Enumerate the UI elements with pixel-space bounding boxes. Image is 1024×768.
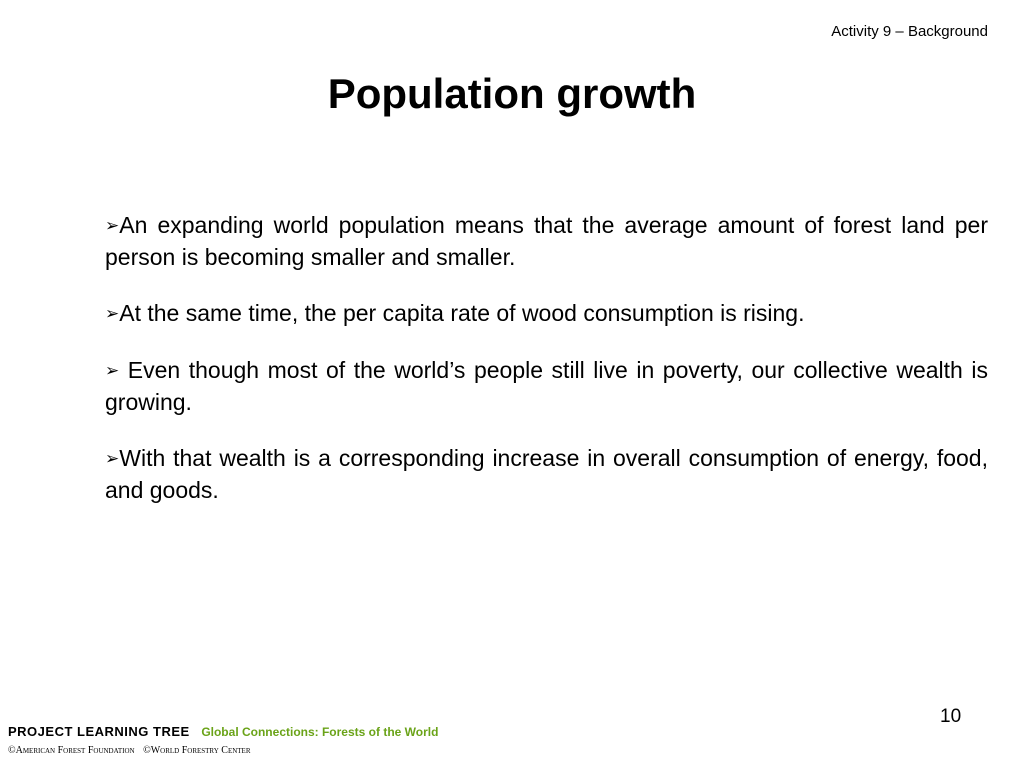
bullet-item [105, 210, 988, 273]
page-number: 10 [940, 706, 962, 727]
arrow-bullet-icon: ➢ [105, 304, 120, 324]
arrow-bullet-icon: ➢ [105, 449, 120, 469]
bullet-item [105, 355, 988, 418]
bullet-text: Even though most of the world’s people still live in poverty, our collective wealth is growing. [105, 357, 988, 415]
arrow-bullet-icon: ➢ [105, 361, 120, 381]
brand-tagline: Global Connections: Forests of the World [201, 725, 439, 739]
bullet-text: With that wealth is a corresponding increase in overall consumption of energy, food, and goods. [105, 445, 988, 503]
footer-credits [8, 745, 257, 756]
credit-american-forest-foundation: ©American Forest Foundation [8, 745, 135, 756]
activity-label: Activity 9 – Background [831, 23, 988, 40]
brand-name: PROJECT LEARNING TREE [8, 724, 190, 739]
bullet-item [105, 298, 988, 330]
slide-title: Population growth [327, 70, 697, 117]
arrow-bullet-icon: ➢ [105, 216, 120, 236]
footer-brand [8, 724, 438, 739]
bullet-text: An expanding world population means that the average amount of forest land per person is becoming smaller and smaller. [105, 212, 988, 270]
credit-world-forestry-center: ©World Forestry Center [143, 745, 251, 756]
bullet-text: At the same time, the per capita rate of wood consumption is rising. [119, 300, 805, 326]
bullet-item [105, 443, 988, 506]
bullet-list [105, 210, 988, 531]
